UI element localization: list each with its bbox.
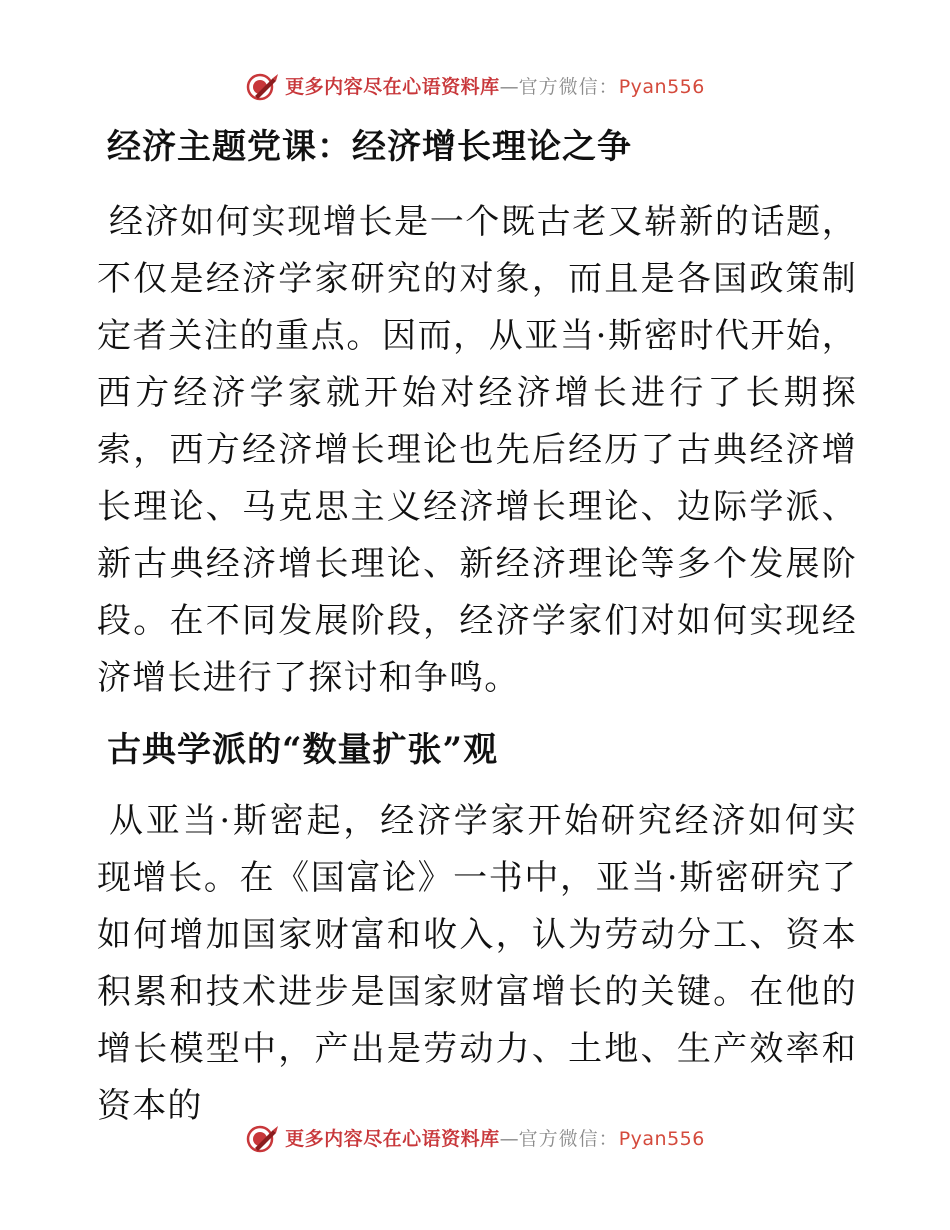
watermark-wechat-id: Pyan556	[618, 1128, 705, 1150]
document-title: 经济主题党课：经济增长理论之争	[107, 127, 632, 167]
watermark-wechat-id: Pyan556	[618, 76, 705, 98]
paragraph-intro: 经济如何实现增长是一个既古老又崭新的话题，不仅是经济学家研究的对象，而且是各国政策制定者关注的重点。因而，从亚当·斯密时代开始，西方经济学家就开始对经济增长进行了长期探索，西方经济增长理论也先后经历了古典经济增长理论、马克思主义经济增长理论、边际学派、新古典经济增长理论、新经济理论等多个发展阶段。在不同发展阶段，经济学家们对如何实现经济增长进行了探讨和争鸣。	[97, 202, 857, 698]
watermark-brand: 更多内容尽在心语资料库	[285, 76, 500, 98]
watermark-footer	[0, 1124, 950, 1154]
watermark-dash: —	[499, 76, 519, 98]
pen-logo-icon	[245, 1124, 279, 1154]
watermark-dash: —	[499, 1128, 519, 1150]
watermark-label: 官方微信：	[518, 1128, 619, 1150]
watermark-label: 官方微信：	[518, 76, 619, 98]
pen-logo-icon	[245, 72, 279, 102]
document-body	[97, 118, 857, 1135]
section-heading: 古典学派的“数量扩张”观	[107, 730, 499, 770]
paragraph-classical: 从亚当·斯密起，经济学家开始研究经济如何实现增长。在《国富论》一书中，亚当·斯密研究了如何增加国家财富和收入，认为劳动分工、资本积累和技术进步是国家财富增长的关键。在他的增长模型中，产出是劳动力、土地、生产效率和资本的	[97, 801, 857, 1126]
watermark-brand: 更多内容尽在心语资料库	[285, 1128, 500, 1150]
watermark-header	[0, 72, 950, 102]
